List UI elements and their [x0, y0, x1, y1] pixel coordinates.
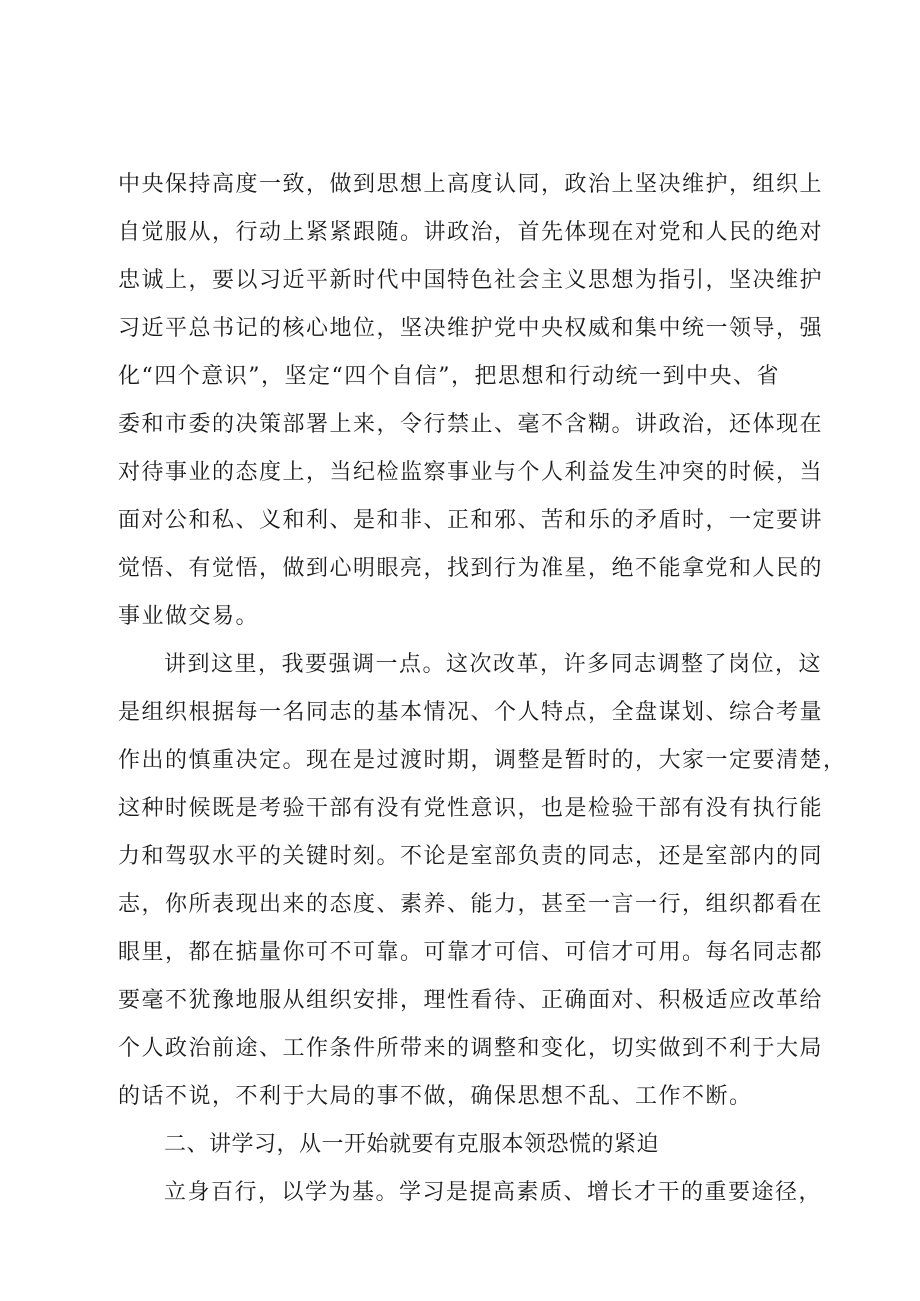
text-line: 化“四个意识”，坚定“四个自信”，把思想和行动统一到中央、省	[118, 364, 780, 389]
text-line: 志，你所表现出来的态度、素养、能力，甚至一言一行，组织都看在	[118, 892, 824, 917]
text-line: 的话不说，不利于大局的事不做，确保思想不乱、工作不断。	[118, 1084, 753, 1109]
text-line: 中央保持高度一致，做到思想上高度认同，政治上坚决维护，组织上	[118, 172, 824, 197]
text-line: 力和驾驭水平的关键时刻。不论是室部负责的同志，还是室部内的同	[118, 844, 824, 869]
text-line: 觉悟、有觉悟，做到心明眼亮，找到行为准星，绝不能拿党和人民的	[118, 556, 824, 581]
section-heading: 二、讲学习，从一开始就要有克服本领恐慌的紧迫	[164, 1132, 660, 1157]
text-line: 面对公和私、义和利、是和非、正和邪、苦和乐的矛盾时，一定要讲	[118, 508, 824, 533]
text-line: 是组织根据每一名同志的基本情况、个人特点，全盘谋划、综合考量	[118, 700, 824, 725]
paragraph-politics-continuation	[118, 161, 824, 641]
text-line: 作出的慎重决定。现在是过渡时期，调整是暂时的，大家一定要清楚，	[118, 748, 847, 773]
text-line: 要毫不犹豫地服从组织安排，理性看待、正确面对、积极适应改革给	[118, 988, 824, 1013]
text-line: 委和市委的决策部署上来，令行禁止、毫不含糊。讲政治，还体现在	[118, 412, 824, 437]
text-line: 习近平总书记的核心地位，坚决维护党中央权威和集中统一领导，强	[118, 316, 824, 341]
text-line: 这种时候既是考验干部有没有党性意识，也是检验干部有没有执行能	[118, 796, 824, 821]
text-line: 个人政治前途、工作条件所带来的调整和变化，切实做到不利于大局	[118, 1036, 824, 1061]
text-line: 立身百行，以学为基。学习是提高素质、增长才干的重要途径，	[164, 1180, 823, 1205]
text-line: 忠诚上，要以习近平新时代中国特色社会主义思想为指引，坚决维护	[118, 268, 824, 293]
text-line: 讲到这里，我要强调一点。这次改革，许多同志调整了岗位，这	[164, 652, 823, 677]
text-line: 对待事业的态度上，当纪检监察事业与个人利益发生冲突的时候，当	[118, 460, 824, 485]
paragraph-reform-emphasis	[118, 641, 847, 1121]
document-body	[118, 161, 847, 1217]
text-line: 眼里，都在掂量你可不可靠。可靠才可信、可信才可用。每名同志都	[118, 940, 824, 965]
text-line: 事业做交易。	[118, 604, 260, 629]
text-line: 自觉服从，行动上紧紧跟随。讲政治，首先体现在对党和人民的绝对	[118, 220, 824, 245]
